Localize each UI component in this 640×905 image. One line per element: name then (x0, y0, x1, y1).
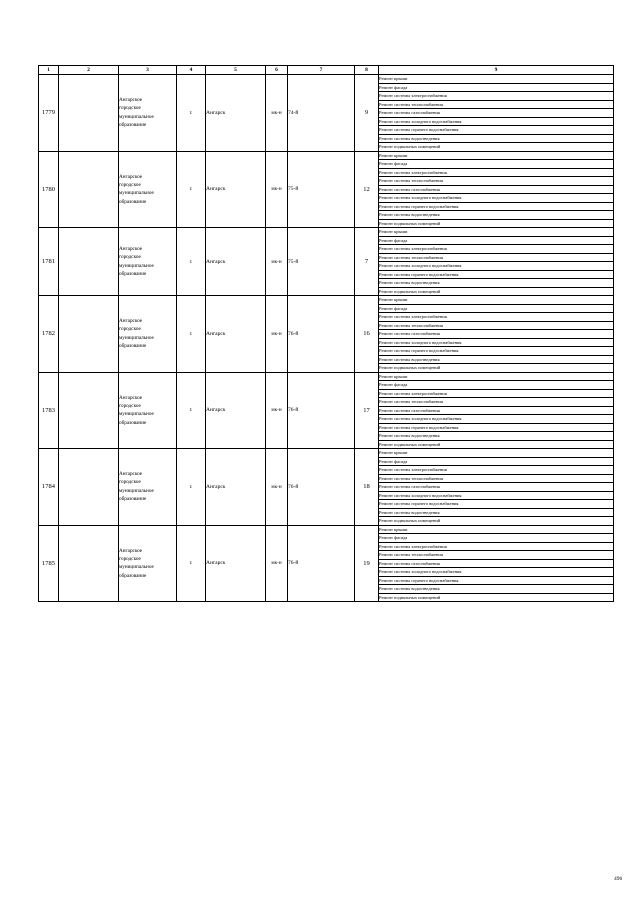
municipality-line: Ангарское (119, 547, 143, 554)
record-number-cell: 1779 (39, 75, 59, 152)
record-number-cell: 1781 (39, 228, 59, 296)
settlement-type-cell: г. (177, 449, 206, 526)
street-cell: 76-й (288, 449, 355, 526)
municipality-line: образование (119, 419, 147, 426)
work-type-cell: Ремонт крыши (379, 449, 614, 458)
work-type-cell: Ремонт фасада (379, 304, 614, 313)
municipality-line: муниципальное (119, 411, 154, 418)
header-cell: 5 (206, 66, 266, 75)
work-type-cell: Ремонт системы электроснабжения (379, 389, 614, 398)
work-type-cell: Ремонт фасада (379, 160, 614, 169)
work-type-cell: Ремонт подвальных помещений (379, 143, 614, 152)
work-type-cell: Ремонт подвальных помещений (379, 219, 614, 228)
municipality-cell (119, 372, 177, 449)
city-cell: Ангарск (206, 228, 266, 296)
empty-cell (59, 525, 119, 602)
work-type-cell: Ремонт системы теплоснабжения (379, 100, 614, 109)
work-type-cell: Ремонт системы холодного водоснабжения (379, 338, 614, 347)
work-type-cell: Ремонт системы водоотведения (379, 508, 614, 517)
work-type-cell: Ремонт системы электроснабжения (379, 92, 614, 101)
municipality-line: городское (119, 479, 141, 486)
record-number-cell: 1782 (39, 296, 59, 373)
municipality-line: Ангарское (119, 318, 143, 325)
work-type-cell: Ремонт фасада (379, 83, 614, 92)
building-number-cell: 16 (355, 296, 379, 373)
district-type-cell: мк-н (266, 372, 288, 449)
municipality-cell (119, 525, 177, 602)
work-type-cell: Ремонт системы теплоснабжения (379, 398, 614, 407)
municipality-line: городское (119, 105, 141, 112)
table-row (39, 75, 614, 84)
work-type-cell: Ремонт системы водоотведения (379, 211, 614, 220)
header-cell: 7 (288, 66, 355, 75)
municipality-line: муниципальное (119, 564, 154, 571)
city-cell: Ангарск (206, 151, 266, 228)
work-type-cell: Ремонт фасада (379, 236, 614, 245)
page-number: 496 (614, 876, 623, 882)
municipality-line: муниципальное (119, 487, 154, 494)
work-type-cell: Ремонт крыши (379, 151, 614, 160)
empty-cell (59, 372, 119, 449)
building-number-cell: 7 (355, 228, 379, 296)
municipality-line: городское (119, 402, 141, 409)
work-type-cell: Ремонт системы газоснабжения (379, 483, 614, 492)
work-type-cell: Ремонт системы горячего водоснабжения (379, 576, 614, 585)
street-cell: 76-й (288, 525, 355, 602)
city-cell: Ангарск (206, 296, 266, 373)
settlement-type-cell: г. (177, 75, 206, 152)
municipality-line: образование (119, 270, 147, 277)
district-type-cell: мк-н (266, 525, 288, 602)
municipality-line: образование (119, 198, 147, 205)
municipality-line: городское (119, 181, 141, 188)
work-type-cell: Ремонт системы горячего водоснабжения (379, 126, 614, 135)
work-type-cell: Ремонт системы теплоснабжения (379, 474, 614, 483)
work-type-cell: Ремонт системы водоотведения (379, 279, 614, 288)
work-type-cell: Ремонт системы теплоснабжения (379, 177, 614, 186)
street-cell: 75-й (288, 151, 355, 228)
city-cell: Ангарск (206, 75, 266, 152)
empty-cell (59, 449, 119, 526)
building-number-cell: 17 (355, 372, 379, 449)
record-number-cell: 1783 (39, 372, 59, 449)
district-type-cell: мк-н (266, 75, 288, 152)
record-number-cell: 1784 (39, 449, 59, 526)
street-cell: 75-й (288, 228, 355, 296)
work-type-cell: Ремонт системы электроснабжения (379, 466, 614, 475)
work-type-cell: Ремонт системы теплоснабжения (379, 253, 614, 262)
city-cell: Ангарск (206, 372, 266, 449)
work-type-cell: Ремонт фасада (379, 381, 614, 390)
work-type-cell: Ремонт системы горячего водоснабжения (379, 500, 614, 509)
municipality-line: Ангарское (119, 394, 143, 401)
record-number-cell: 1785 (39, 525, 59, 602)
work-type-cell: Ремонт системы газоснабжения (379, 185, 614, 194)
municipality-line: образование (119, 496, 147, 503)
work-type-cell: Ремонт крыши (379, 525, 614, 534)
work-type-cell: Ремонт системы теплоснабжения (379, 551, 614, 560)
table-body (39, 75, 614, 602)
municipality-line: образование (119, 572, 147, 579)
work-type-cell: Ремонт фасада (379, 457, 614, 466)
header-cell: 6 (266, 66, 288, 75)
repair-registry-table (38, 65, 614, 602)
municipality-cell (119, 228, 177, 296)
municipality-line: городское (119, 555, 141, 562)
work-type-cell: Ремонт системы водоотведения (379, 134, 614, 143)
district-type-cell: мк-н (266, 449, 288, 526)
work-type-cell: Ремонт системы газоснабжения (379, 559, 614, 568)
district-type-cell: мк-н (266, 228, 288, 296)
table-row (39, 296, 614, 305)
empty-cell (59, 75, 119, 152)
work-type-cell: Ремонт крыши (379, 228, 614, 237)
municipality-cell (119, 296, 177, 373)
municipality-line: городское (119, 254, 141, 261)
work-type-cell: Ремонт подвальных помещений (379, 287, 614, 296)
work-type-cell: Ремонт системы электроснабжения (379, 542, 614, 551)
building-number-cell: 19 (355, 525, 379, 602)
settlement-type-cell: г. (177, 296, 206, 373)
municipality-line: Ангарское (119, 173, 143, 180)
header-cell: 2 (59, 66, 119, 75)
municipality-line: образование (119, 122, 147, 129)
work-type-cell: Ремонт крыши (379, 296, 614, 305)
municipality-line: муниципальное (119, 334, 154, 341)
municipality-line: муниципальное (119, 190, 154, 197)
work-type-cell: Ремонт крыши (379, 372, 614, 381)
work-type-cell: Ремонт системы холодного водоснабжения (379, 262, 614, 271)
table-row (39, 228, 614, 237)
work-type-cell: Ремонт подвальных помещений (379, 593, 614, 602)
settlement-type-cell: г. (177, 525, 206, 602)
building-number-cell: 12 (355, 151, 379, 228)
building-number-cell: 18 (355, 449, 379, 526)
settlement-type-cell: г. (177, 151, 206, 228)
work-type-cell: Ремонт системы водоотведения (379, 432, 614, 441)
work-type-cell: Ремонт системы электроснабжения (379, 168, 614, 177)
work-type-cell: Ремонт системы горячего водоснабжения (379, 202, 614, 211)
work-type-cell: Ремонт подвальных помещений (379, 364, 614, 373)
work-type-cell: Ремонт системы горячего водоснабжения (379, 423, 614, 432)
work-type-cell: Ремонт системы холодного водоснабжения (379, 491, 614, 500)
settlement-type-cell: г. (177, 372, 206, 449)
work-type-cell: Ремонт системы горячего водоснабжения (379, 347, 614, 356)
empty-cell (59, 296, 119, 373)
district-type-cell: мк-н (266, 151, 288, 228)
header-cell: 9 (379, 66, 614, 75)
city-cell: Ангарск (206, 449, 266, 526)
municipality-line: муниципальное (119, 113, 154, 120)
work-type-cell: Ремонт фасада (379, 534, 614, 543)
municipality-cell (119, 75, 177, 152)
municipality-cell (119, 151, 177, 228)
district-type-cell: мк-н (266, 296, 288, 373)
street-cell: 76-й (288, 296, 355, 373)
work-type-cell: Ремонт подвальных помещений (379, 517, 614, 526)
work-type-cell: Ремонт системы холодного водоснабжения (379, 568, 614, 577)
table-row (39, 449, 614, 458)
municipality-line: Ангарское (119, 245, 143, 252)
work-type-cell: Ремонт системы газоснабжения (379, 406, 614, 415)
work-type-cell: Ремонт системы холодного водоснабжения (379, 415, 614, 424)
municipality-line: городское (119, 326, 141, 333)
municipality-line: образование (119, 343, 147, 350)
work-type-cell: Ремонт системы водоотведения (379, 585, 614, 594)
record-number-cell: 1780 (39, 151, 59, 228)
street-cell: 74-й (288, 75, 355, 152)
table-row (39, 151, 614, 160)
municipality-line: Ангарское (119, 471, 143, 478)
building-number-cell: 9 (355, 75, 379, 152)
header-row (39, 66, 614, 75)
work-type-cell: Ремонт подвальных помещений (379, 440, 614, 449)
work-type-cell: Ремонт системы газоснабжения (379, 330, 614, 339)
header-cell: 4 (177, 66, 206, 75)
work-type-cell: Ремонт системы водоотведения (379, 355, 614, 364)
work-type-cell: Ремонт системы горячего водоснабжения (379, 270, 614, 279)
street-cell: 76-й (288, 372, 355, 449)
empty-cell (59, 151, 119, 228)
header-cell: 3 (119, 66, 177, 75)
work-type-cell: Ремонт крыши (379, 75, 614, 84)
empty-cell (59, 228, 119, 296)
municipality-cell (119, 449, 177, 526)
table-row (39, 525, 614, 534)
settlement-type-cell: г. (177, 228, 206, 296)
header-cell: 8 (355, 66, 379, 75)
work-type-cell: Ремонт системы электроснабжения (379, 245, 614, 254)
municipality-line: Ангарское (119, 97, 143, 104)
work-type-cell: Ремонт системы электроснабжения (379, 313, 614, 322)
work-type-cell: Ремонт системы газоснабжения (379, 109, 614, 118)
city-cell: Ангарск (206, 525, 266, 602)
municipality-line: муниципальное (119, 262, 154, 269)
work-type-cell: Ремонт системы холодного водоснабжения (379, 194, 614, 203)
table-row (39, 372, 614, 381)
work-type-cell: Ремонт системы холодного водоснабжения (379, 117, 614, 126)
header-cell: 1 (39, 66, 59, 75)
work-type-cell: Ремонт системы теплоснабжения (379, 321, 614, 330)
